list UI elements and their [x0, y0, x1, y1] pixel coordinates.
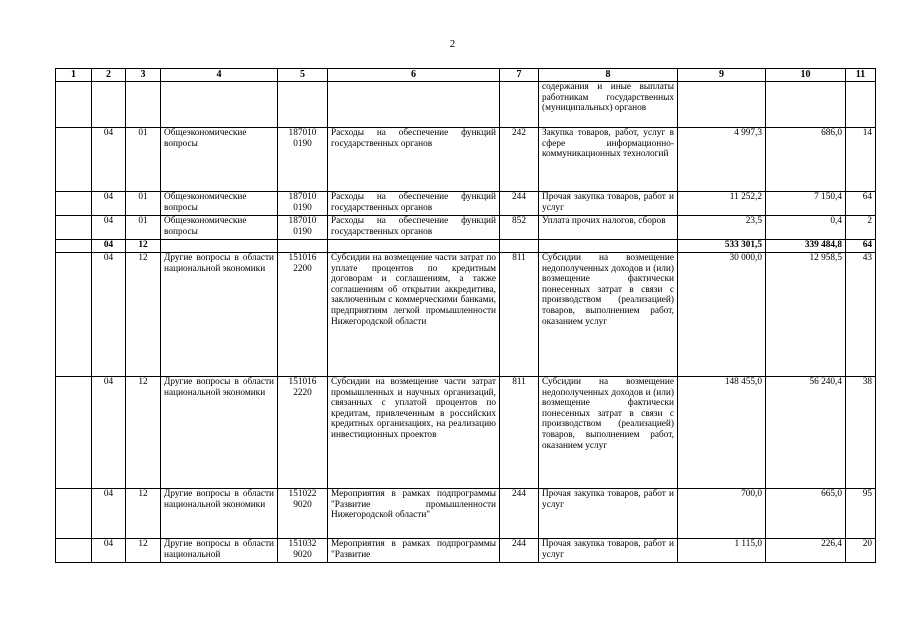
- target-article: [278, 82, 328, 128]
- target-article: 151032 9020: [278, 539, 328, 563]
- subtotal-row: [56, 240, 876, 253]
- planned-amount: [678, 82, 766, 128]
- table-row: [56, 253, 876, 377]
- column-header: 7: [500, 69, 539, 82]
- section-name: [161, 240, 278, 253]
- cell: [56, 240, 92, 253]
- percent: 14: [846, 128, 876, 192]
- header-row: [56, 69, 876, 82]
- target-article: 187010 0190: [278, 128, 328, 192]
- subsection-code: 01: [126, 192, 161, 216]
- table-row: [56, 82, 876, 128]
- section-name: Другие вопросы в области национальной экономики: [161, 253, 278, 377]
- planned-amount: 4 997,3: [678, 128, 766, 192]
- expense-type: 811: [500, 377, 539, 489]
- section-name: Другие вопросы в области национальной: [161, 539, 278, 563]
- section-code: 04: [92, 240, 126, 253]
- column-header: 2: [92, 69, 126, 82]
- subsection-code: 12: [126, 240, 161, 253]
- target-article: 187010 0190: [278, 216, 328, 240]
- cell: [56, 128, 92, 192]
- column-header: 11: [846, 69, 876, 82]
- subsection-code: [126, 82, 161, 128]
- percent: 43: [846, 253, 876, 377]
- cell: [56, 216, 92, 240]
- executed-amount: 226,4: [766, 539, 846, 563]
- target-article: 151016 2200: [278, 253, 328, 377]
- subsection-code: 12: [126, 253, 161, 377]
- column-header: 9: [678, 69, 766, 82]
- percent: 95: [846, 489, 876, 539]
- expense-type: 811: [500, 253, 539, 377]
- planned-amount: 23,5: [678, 216, 766, 240]
- cell: [56, 253, 92, 377]
- expense-type-name: Прочая закупка товаров, работ и услуг: [539, 539, 678, 563]
- percent: 38: [846, 377, 876, 489]
- article-name: Мероприятия в рамках подпрограммы "Развитие: [328, 539, 500, 563]
- target-article: [278, 240, 328, 253]
- executed-amount: 12 958,5: [766, 253, 846, 377]
- expense-type-name: [539, 240, 678, 253]
- expense-type: 852: [500, 216, 539, 240]
- executed-amount: 56 240,4: [766, 377, 846, 489]
- section-code: 04: [92, 377, 126, 489]
- column-header: 10: [766, 69, 846, 82]
- article-name: [328, 82, 500, 128]
- column-header: 3: [126, 69, 161, 82]
- percent: 64: [846, 192, 876, 216]
- target-article: 187010 0190: [278, 192, 328, 216]
- column-header: 6: [328, 69, 500, 82]
- article-name: Расходы на обеспечение функций государственных органов: [328, 128, 500, 192]
- cell: [56, 192, 92, 216]
- section-name: Общеэкономические вопросы: [161, 192, 278, 216]
- table-row: [56, 377, 876, 489]
- expense-type: [500, 82, 539, 128]
- subsection-code: 01: [126, 128, 161, 192]
- section-name: Общеэкономические вопросы: [161, 216, 278, 240]
- target-article: 151016 2220: [278, 377, 328, 489]
- expense-type-name: содержания и иные выплаты работникам государственных (муниципальных) органов: [539, 82, 678, 128]
- planned-amount: 30 000,0: [678, 253, 766, 377]
- subsection-code: 12: [126, 377, 161, 489]
- section-code: 04: [92, 192, 126, 216]
- expense-type: 244: [500, 489, 539, 539]
- executed-amount: 0,4: [766, 216, 846, 240]
- expense-type: 244: [500, 539, 539, 563]
- table-row: [56, 128, 876, 192]
- executed-amount: 665,0: [766, 489, 846, 539]
- section-code: 04: [92, 489, 126, 539]
- executed-amount: 686,0: [766, 128, 846, 192]
- section-name: Общеэкономические вопросы: [161, 128, 278, 192]
- article-name: Субсидии на возмещение части затрат по уплате процентов по кредитным договорам и соглашениям, а также соглашениям об открытии аккредитива, заключенным с коммерческими банками, предприятиям легкой промышленности Нижегородской области: [328, 253, 500, 377]
- target-article: 151022 9020: [278, 489, 328, 539]
- table-row: [56, 489, 876, 539]
- article-name: Мероприятия в рамках подпрограммы "Развитие промышленности Нижегородской области": [328, 489, 500, 539]
- section-code: [92, 82, 126, 128]
- expense-type-name: Закупка товаров, работ, услуг в сфере информационно-коммуникационных технологий: [539, 128, 678, 192]
- expense-type-name: Субсидии на возмещение недополученных доходов и (или) возмещение фактически понесенных затрат в связи с производством (реализацией) товаров, выполнением работ, оказанием услуг: [539, 377, 678, 489]
- article-name: Расходы на обеспечение функций государственных органов: [328, 216, 500, 240]
- subsection-code: 12: [126, 539, 161, 563]
- article-name: Расходы на обеспечение функций государственных органов: [328, 192, 500, 216]
- column-header: 8: [539, 69, 678, 82]
- expense-type-name: Субсидии на возмещение недополученных доходов и (или) возмещение фактически понесенных затрат в связи с производством (реализацией) товаров, выполнением работ, оказанием услуг: [539, 253, 678, 377]
- table-row: [56, 216, 876, 240]
- planned-amount: 11 252,2: [678, 192, 766, 216]
- planned-amount: 1 115,0: [678, 539, 766, 563]
- executed-amount: 339 484,8: [766, 240, 846, 253]
- cell: [56, 489, 92, 539]
- planned-amount: 148 455,0: [678, 377, 766, 489]
- cell: [56, 82, 92, 128]
- percent: 2: [846, 216, 876, 240]
- executed-amount: [766, 82, 846, 128]
- article-name: [328, 240, 500, 253]
- column-header: 5: [278, 69, 328, 82]
- column-header: 4: [161, 69, 278, 82]
- expense-type-name: Уплата прочих налогов, сборов: [539, 216, 678, 240]
- section-code: 04: [92, 216, 126, 240]
- percent: [846, 82, 876, 128]
- subsection-code: 12: [126, 489, 161, 539]
- table-row: [56, 539, 876, 563]
- percent: 20: [846, 539, 876, 563]
- column-header: 1: [56, 69, 92, 82]
- executed-amount: 7 150,4: [766, 192, 846, 216]
- page-number: 2: [449, 38, 456, 50]
- planned-amount: 533 301,5: [678, 240, 766, 253]
- budget-table: [55, 68, 876, 563]
- subsection-code: 01: [126, 216, 161, 240]
- section-code: 04: [92, 539, 126, 563]
- cell: [56, 377, 92, 489]
- section-name: Другие вопросы в области национальной экономики: [161, 377, 278, 489]
- percent: 64: [846, 240, 876, 253]
- expense-type: 244: [500, 192, 539, 216]
- table-row: [56, 192, 876, 216]
- section-code: 04: [92, 128, 126, 192]
- section-name: [161, 82, 278, 128]
- expense-type: 242: [500, 128, 539, 192]
- planned-amount: 700,0: [678, 489, 766, 539]
- article-name: Субсидии на возмещение части затрат промышленных и научных организаций, связанных с уплатой процентов по кредитам, привлеченным в российских кредитных организациях, на реализацию инвестиционных проектов: [328, 377, 500, 489]
- expense-type: [500, 240, 539, 253]
- cell: [56, 539, 92, 563]
- expense-type-name: Прочая закупка товаров, работ и услуг: [539, 192, 678, 216]
- section-code: 04: [92, 253, 126, 377]
- expense-type-name: Прочая закупка товаров, работ и услуг: [539, 489, 678, 539]
- section-name: Другие вопросы в области национальной экономики: [161, 489, 278, 539]
